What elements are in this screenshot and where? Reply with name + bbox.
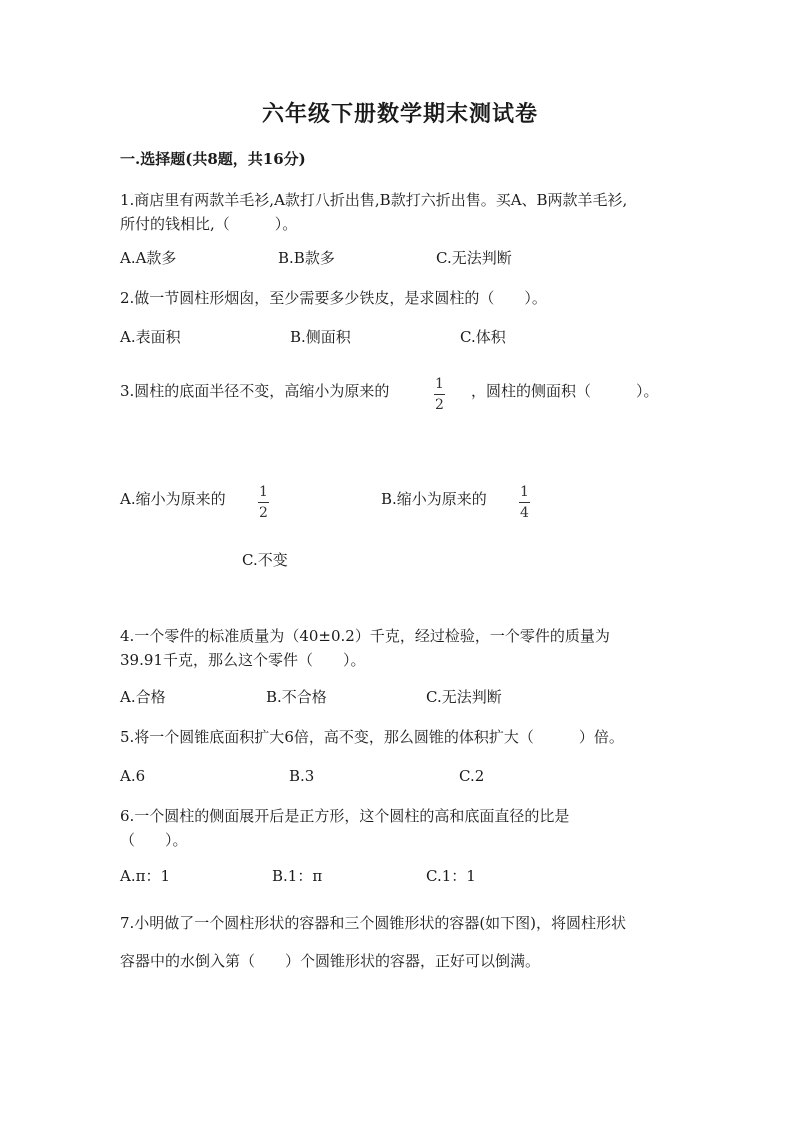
q4-option-c[interactable]: C.无法判断 — [426, 688, 502, 706]
q6-option-c[interactable]: C.1：1 — [426, 867, 476, 885]
fraction-numerator: 1 — [520, 484, 529, 500]
q3-option-b-fraction — [519, 484, 530, 521]
question-5: 5.将一个圆锥底面积扩大6倍，高不变，那么圆锥的体积扩大（ ）倍。 — [120, 728, 624, 746]
question-6 — [120, 804, 680, 852]
section-heading: 一.选择题(共8题，共16分) — [120, 150, 306, 168]
q3-option-a-fraction — [258, 484, 269, 521]
fraction-numerator: 1 — [259, 484, 268, 500]
q3-option-c[interactable]: C.不变 — [242, 551, 288, 569]
question-1-line-2: 所付的钱相比,（ ）。 — [120, 215, 298, 233]
fraction-denominator: 2 — [259, 505, 268, 521]
question-2: 2.做一节圆柱形烟囱，至少需要多少铁皮，是求圆柱的（ ）。 — [120, 289, 547, 307]
q1-option-a[interactable]: A.A款多 — [120, 249, 177, 267]
fraction-numerator: 1 — [435, 376, 444, 392]
question-3-fraction — [434, 376, 445, 413]
question-6-line-2: （ ）。 — [120, 831, 188, 849]
q5-option-a[interactable]: A.6 — [120, 767, 146, 785]
fraction-bar — [519, 502, 530, 503]
q6-option-b[interactable]: B.1：π — [272, 867, 323, 885]
question-4-line-1: 4.一个零件的标准质量为（40±0.2）千克，经过检验，一个零件的质量为 — [120, 627, 610, 645]
q4-option-a[interactable]: A.合格 — [120, 688, 166, 706]
q6-option-a[interactable]: A.π：1 — [120, 867, 171, 885]
q5-option-c[interactable]: C.2 — [459, 767, 485, 785]
q3-option-a[interactable]: A.缩小为原来的 — [120, 490, 226, 508]
question-3-text-after: ，圆柱的侧面积（ ）。 — [471, 382, 659, 400]
q2-option-a[interactable]: A.表面积 — [120, 328, 181, 346]
fraction-denominator: 4 — [520, 505, 529, 521]
question-6-line-1: 6.一个圆柱的侧面展开后是正方形，这个圆柱的高和底面直径的比是 — [120, 807, 570, 825]
q4-option-b[interactable]: B.不合格 — [266, 688, 327, 706]
question-3-text-before: 3.圆柱的底面半径不变，高缩小为原来的 — [120, 382, 390, 400]
fraction-bar — [434, 394, 445, 395]
question-1 — [120, 188, 680, 236]
q3-option-b[interactable]: B.缩小为原来的 — [381, 490, 487, 508]
q1-option-c[interactable]: C.无法判断 — [436, 249, 512, 267]
q2-option-c[interactable]: C.体积 — [460, 328, 506, 346]
q2-option-b[interactable]: B.侧面积 — [290, 328, 351, 346]
q1-option-b[interactable]: B.B款多 — [278, 249, 335, 267]
question-1-line-1: 1.商店里有两款羊毛衫,A款打八折出售,B款打六折出售。买A、B两款羊毛衫, — [120, 191, 628, 209]
question-7-line-1: 7.小明做了一个圆柱形状的容器和三个圆锥形状的容器(如下图)，将圆柱形状 — [120, 914, 627, 932]
page-title: 六年级下册数学期末测试卷 — [261, 101, 538, 127]
question-4 — [120, 624, 680, 672]
question-4-line-2: 39.91千克，那么这个零件（ ）。 — [120, 651, 366, 669]
question-7-line-2: 容器中的水倒入第（ ）个圆锥形状的容器，正好可以倒满。 — [120, 952, 541, 970]
fraction-denominator: 2 — [435, 397, 444, 413]
question-7 — [120, 904, 680, 980]
q5-option-b[interactable]: B.3 — [289, 767, 315, 785]
fraction-bar — [258, 502, 269, 503]
